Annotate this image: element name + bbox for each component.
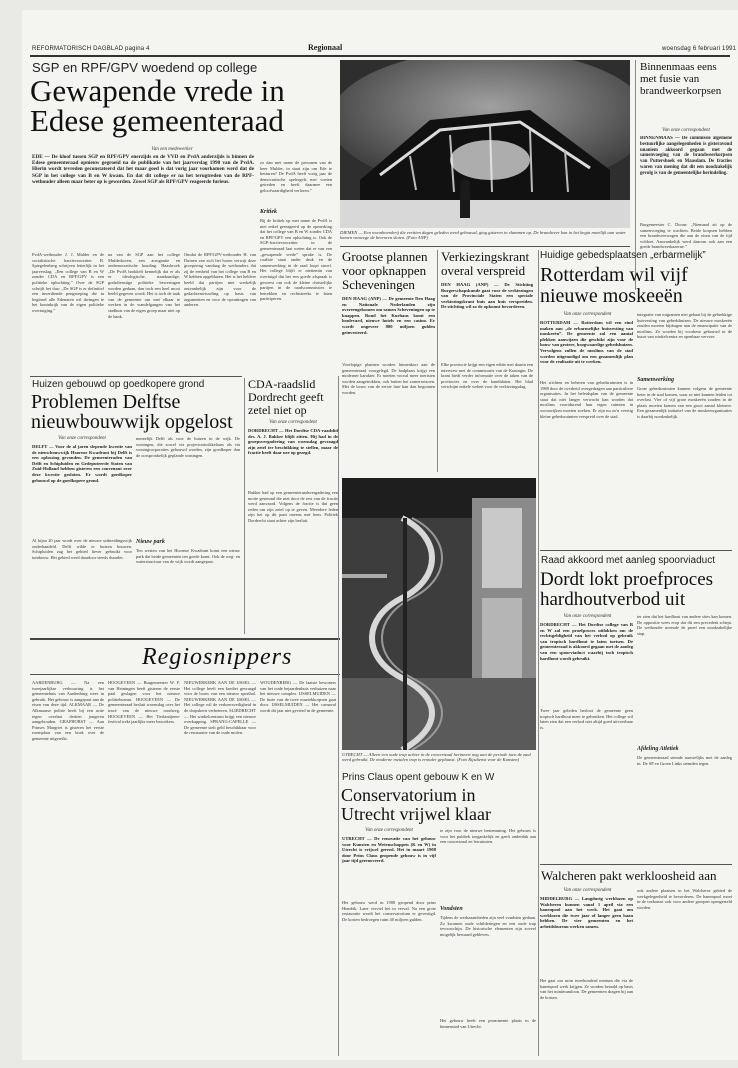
verkiezing-headline-2: overal verspreid: [441, 263, 526, 278]
section-rule: [540, 550, 732, 551]
walcheren-body-2: ook andere plaatsen in het Walcherse gebied de werkgelegenheid te bevorderen. De banenpool moet in de toekomst ook voor andere groepen opengesteld worden.: [637, 888, 732, 910]
cda-headline-2: Dordrecht geeft: [248, 390, 324, 404]
hardhout-byline: Van onze correspondent: [563, 614, 612, 619]
prins-kicker: Prins Claus opent gebouw K en W: [342, 772, 495, 783]
edese-kicker: SGP en RPF/GPV woedend op college: [32, 60, 258, 75]
section-rule: [30, 376, 242, 377]
hardhout-body-3: De gemeenteraad stemde nauwelijks met de aanleg in. De SP en Groen Links stemden tegen.: [637, 755, 732, 766]
verkiezing-body: Elke provincie krijgt een eigen editie met daarin een interview met de commissaris van de Koningin. De krant biedt verder informatie over de taken van de provincies en over de kandidaten. Het blad verschijnt enkele weken voor de verkiezingsdag.: [441, 362, 533, 390]
prins-lead: UTRECHT — De renovatie van het gebouw voor Kunsten en Wetenschappen (K en W) in Utrecht is vrijwel gereed. Het in maart 1908 door Prins Claus geopende gebouw is in vijf jaar tijd gerenoveerd.: [342, 836, 436, 864]
moskee-headline-1: Rotterdam wil vijf: [540, 264, 688, 286]
delft-body-2: mentelijk Delft als voor de huizen in de wijk. De woningen, die zowel via projectontwikkelaars als via woningcorporaties gebouwd worden, zijn goedkoper dan de oorspronkelijk geplande woningen.: [136, 436, 240, 458]
prins-headline-1: Conservatorium in: [341, 785, 476, 805]
column-divider: [538, 250, 539, 1056]
walcheren-lead: MIDDELBURG — Langdurig werklozen op Walcheren kunnen vanaf 1 april via een banenpool aan het werk. Het gaat om werklozen die twee jaar of langer geen baan hebben. De vier gemeenten en het arbeidsbureau werken samen.: [540, 896, 633, 929]
prins-sub: Vondsten: [440, 906, 463, 912]
header-rule: [30, 55, 730, 57]
page-section-title: Regionaal: [308, 43, 343, 52]
walcheren-byline: Van onze correspondent: [563, 888, 612, 893]
edese-body-1: PvdA-wethouder J. J. Mulder en de socialistische fractievoorzitter B. Spiegelenberg schrijven letterlijk in het jaarverslag: „Een college van B en W zonder CDA en RPF/GPV is een politieke opluchting.” Over de SGP schrijft het duo: „De SGP is er definitief een inverdiende pengroeping die in beginsel alle Edenaren wil dwingen te het koninkrijk van de eigen politieke overtuiging.”: [32, 252, 104, 313]
scheveningen-lead: DEN HAAG (ANP) — De gemeente Den Haag en Nationale Nederlanden zijn overeengekomen om samen Scheveningen op te knappen. Rond het Kurhaus komt een boulevard, nieuwe hotels en een casino. Er wordt ongeveer 800 miljoen gulden geïnvesteerd.: [342, 296, 435, 335]
moskee-sub: Samenwerking: [637, 377, 675, 383]
column-divider: [244, 378, 245, 634]
brand-lead: BINNENMAAS — De commissie algemene bestuurlijke aangelegenheden is gisteravond unaniem akkoord gegaan met de samenvoeging van de brandweerkorpsen van Puttershoek en Maasdam. De fracties waren van mening dat dit een noodzakelijk gevolg is van de gemeentelijke herindeling.: [640, 136, 732, 176]
delft-body-1: Al bijna 20 jaar wordt over de nieuwe uitbreidingswijk onderhandeld. Delft wilde er huizen bouwen. Schipluiden zag het gebied liever gebruikt voor tuinbouw. Het gebied werd daardoor steeds duurder.: [32, 538, 132, 560]
edese-body-3b: Omdat de RPF/GPV-wethouder H. van Duinen van zich liet horen verwijt deze groepering vandaag de wethouders dat zij de eenheid van het college van B en W hebben opgeblazen. Het is het heldere beeld dat partijen niet werkelijk ontvankelijk zijn voor de gedachtenwisseling op basis van argumenten en voor de opvattingen van anderen.: [184, 252, 256, 308]
edese-headline-2: Edese gemeenteraad: [30, 103, 284, 138]
moskee-byline: Van onze correspondent: [563, 312, 612, 317]
hardhout-lead: DORDRECHT — Het Dordtse college van B en W zal een proefproces uitlokken om de rechtsgeldigheid van het verbod op gebruik van tropisch hardhout te laten toetsen. De gemeenteraad is akkoord gegaan met de aanleg van een spoorviaduct waarbij toch tropisch hardhout wordt gebruikt.: [540, 622, 633, 661]
regio-col-2: HOOGEVEEN — Burgemeester W. F. van Heiningen heeft gisteren de eerste paal geslagen voor het nieuwe politiebureau. HOOGEVEEN — De gemeenteraad besluit woensdag over het tracé van de nieuwe rondweg. HOOGEVEEN — Het Tierlantijnen-festival trekt jaarlijks meer bezoekers.: [108, 680, 180, 725]
prins-body-3: Tijdens de werkzaamheden zijn veel vondsten gedaan. Zo kwamen oude schilderingen en een oude trap tevoorschijn. De historische elementen zijn zoveel mogelijk bewaard gebleven.: [440, 915, 536, 937]
delft-body-3: Ten westen van het Hoornse Kwadrant komt een nieuw park dat beide gemeenten ten goede komt. Ook de weg- en waterstructuur van de wijk wordt aangepast.: [136, 548, 240, 565]
regio-col-1: AARDENBURG — Na een tweejaarlijkse verbouwing is het gemeentehuis van Aardenburg weer in gebruik. Het gebouw is aangepast aan de eisen van deze tijd. ALKMAAR — De Alkmaarse politie heeft bij een actie tegen overlast dertien jongeren aangehouden. GRAFHORST — Aan Prinses Margriet is gisteren het eerste exemplaar van een boek over de gemeente uitgereikt.: [32, 680, 104, 741]
prins-byline: Van onze correspondent: [365, 828, 413, 833]
scheveningen-headline-3: Scheveningen: [342, 277, 415, 292]
delft-lead: DELFT — Voor de al jaren slepende kwestie van de nieuwbouwwijk Hoornse Kwadrant bij Delft is een oplossing gevonden. De gemeenteraden van Delft en Schipluiden en Gedeputeerde Staten van Zuid-Holland hebben gisteren een convenant over deze kwestie gesloten. Er wordt goedkoper gebouwd op de goedkopere grond.: [32, 444, 132, 483]
delft-byline: Van onze correspondent: [58, 436, 106, 441]
edese-byline: Van een medewerker: [151, 147, 193, 152]
stair-caption: UTRECHT — Alleen een oude trap achter in de concertzaal herinnert nog aan de periode toen de zaal werd gebruikt. De moderne metalen trap is eronder geplaatst. (Foto Rijsdienst voor de Kunsten): [342, 752, 531, 763]
edese-headline-1: Gewapende vrede in: [30, 73, 285, 108]
section-rule: [30, 638, 340, 640]
hardhout-headline: Dordt lokt proefproces hardhoutverbod uit: [540, 569, 714, 610]
moskee-body-2: integratie van migranten niet gebaat bij de gebrekkige huisvesting van gebedshuizen. De nieuwe moskeeën zouden moeten bijdragen aan de emancipatie van de moslims. Ze worden bij voorkeur gebouwd in de buurt van winkelcentra en openbaar vervoer.: [637, 312, 732, 340]
regio-col-4: WOUDENBERG — De laatste bewoners van het oude bejaardenhuis verhuizen naar het nieuwe complex. IJSSELMUIDEN — De fusie van de twee muziekkorpsen gaat door. IJSSELMUIDEN — Het carnaval wordt dit jaar niet gevierd in de gemeente.: [260, 680, 336, 713]
delft-sub: Nieuw park: [136, 539, 165, 545]
brand-body: Burgemeester C. Doorn: „Niemand zit op de samenvoeging te wachten. Beide korpsen hebben een brandweerwagen die aan de eisen van de tijd voldoet. Aanvankelijk werd daarom ook aan een goede brandweerkazerne.”: [640, 222, 732, 250]
moskee-body-3: Grote gebedsruimten kunnen volgens de gemeente beter in de stad komen, waar ze niet kunnen leiden tot overlast. Vier of vijf grote moskeeën zouden in de plaats moeten komen van een groot aantal kleinere. Een gezamenlijk initiatief van de moskeeorganisaties is daarbij noodzakelijk.: [637, 386, 732, 419]
cda-headline-3: zetel niet op: [248, 403, 307, 417]
cda-body: Bakker had op een gemeenteraadsvergadering een motie gesteund die niet door de rest van de fractie werd aanvaard. Volgens de fractie is dat geen reden om zijn zetel op te geven. Meerdere leden zijn het op dit punt oneens met hem. Politiek Dordrecht staat achter zijn besluit.: [248, 490, 338, 523]
delft-headline-1: Problemen Delftse: [31, 391, 181, 413]
stair-photo: [342, 478, 536, 750]
newspaper-page: [22, 10, 738, 1060]
fire-caption: DIEMEN — Een woonboerderij die eerttien dagen geleden werd gebouwd, ging gisteren in vlammen op. De brandweer kon in het begin moeilijk aan water komen vanwege de bevroren sloten. (Foto ANP): [340, 230, 626, 241]
cda-lead: DORDRECHT — Het Dordtse CDA-raadslid drs. A. J. Bakker blijft zitten. Hij had in de groepsvergadering van woensdag gevraagd zijn zetel ter beschikking te stellen, maar de fractie heeft daar nee op gezegd.: [248, 428, 338, 456]
hardhout-kicker: Raad akkoord met aanleg spoorviaduct: [541, 555, 715, 566]
delft-headline-2: nieuwbouwwijk opgelost: [31, 411, 233, 433]
fire-photo: [340, 60, 630, 228]
brand-headline: Binnenmaas eens met fusie van brandweerkorpsen: [640, 61, 722, 97]
prins-headline-2: Utrecht vrijwel klaar: [341, 804, 491, 824]
scheveningen-headline-2: voor opknappen: [342, 263, 427, 278]
moskee-lead: ROTTERDAM — Rotterdam wil een eind maken aan „de erbarmelijke huisvesting van moskeeën”. De gemeente zal een aantal plekken aanwijzen die geschikt zijn voor de bouw van grotere, hoogwaardige gebedshuizen. Vervolgens zullen de moslims van de stad worden uitgenodigd om een gezamenlijk plan voor de realisatie uit te werken.: [540, 320, 633, 365]
hardhout-body-2: ter zien dat het hardhout van andere sites kan komen. De oppositie wees erop dat dit een precedent schept. De wethouder noemde de proef een noodzakelijke stap.: [637, 614, 732, 636]
walcheren-body-1: Het gaat om ruim tweehonderd mensen die via de banenpool werk krijgen. Ze worden betaald op basis van het minimumloon. De gemeenten dragen bij aan de kosten.: [540, 978, 633, 1000]
hardhout-body-1: Twee jaar geleden besloot de gemeente geen tropisch hardhout meer te gebruiken. Het college wil laten zien dat een verbod niet altijd goed uitvoerbaar is.: [540, 708, 633, 730]
delft-kicker: Huizen gebouwd op goedkopere grond: [32, 379, 205, 390]
hardhout-sub: Afdeling Atletiek: [637, 746, 679, 752]
edese-lead: EDE — De kloof tussen SGP en RPF/GPV enerzijds en de VVD en PvdA anderzijds is binnen de Edese gemeenteraad opnieuw gegroeid na de publikatie van het jaarverslag 1990 van de PvdA. Hierin wordt tevreden geconstateerd dat het maar goed is dat vorig jaar voorkomen werd dat de SGP in het college van B en W kwam. En dat dit college er na het terugtreden van de RPF-wethouder alleen maar beter op is geworden. Zowel SGP als RPF/GPV reageerde furieus.: [32, 154, 254, 185]
page-header-left: REFORMATORISCH DAGBLAD pagina 4: [32, 46, 150, 52]
regio-title: Regiosnippers: [142, 644, 293, 670]
brand-byline: Van onze correspondent: [662, 128, 710, 133]
prins-body-4: Het gebouw heeft een prominente plaats in de binnenstad van Utrecht.: [440, 1018, 536, 1029]
scheveningen-body: Voorlopige plannen worden binnenkort aan de gemeenteraad voorgelegd. De badplaats krijgt een moderner karakter. Er moeten vooral meer toeristen worden aangetrokken, ook buiten het zomerseizoen. Met de bouw van de eerste fase kan dan begonnen worden.: [342, 362, 435, 395]
moskee-headline-2: nieuwe moskeeën: [540, 285, 683, 307]
moskee-kicker: Huidige gebedsplaatsen „erbarmelijk”: [540, 250, 706, 261]
verkiezing-lead: DEN HAAG (ANP) — De Stichting Burgerschapskunde gaat voor de verkiezingen van de Provinciale Staten een speciale verkiezingskrant huis aan huis verspreiden. De stichting wil zo de opkomst bevorderen.: [441, 282, 533, 310]
cda-headline-1: CDA-raadslid: [248, 377, 316, 391]
edese-sub-kritiek: Kritiek: [260, 209, 278, 215]
page-header-right: woensdag 6 februari 1991: [662, 46, 737, 52]
section-rule: [540, 864, 732, 865]
verkiezing-headline-1: Verkiezingskrant: [441, 249, 530, 264]
regio-col-3: NIEUWERKERK AAN DE IJSSEL — Het college heeft een krediet gevraagd voor de bouw van een nieuwe sporthal. NIEUWERKERK AAN DE IJSSEL — Het college wil de verkeersveiligheid in de dorpskern verbeteren. SLIEDRECHT — Het winkelcentrum krijgt een nieuwe overkapping. SPRANG-CAPELLE — De gemeente stelt geld beschikbaar voor de restauratie van de oude molen.: [184, 680, 256, 736]
cda-byline: Van onze correspondent: [269, 420, 317, 425]
spiral-staircase-illustration: [342, 478, 536, 750]
column-divider: [338, 376, 339, 1056]
section-rule: [30, 674, 340, 675]
burning-farmhouse-illustration: [340, 60, 630, 228]
section-rule: [340, 246, 630, 247]
walcheren-headline: Walcheren pakt werkloosheid aan: [541, 868, 717, 883]
scheveningen-headline-1: Grootse plannen: [342, 249, 428, 264]
edese-body-3: na van de SGP aan het college Mulderkoren, een arrogantie en ondemocratische houding. Haasbroek „De PvdA brokkelt kennelijk dat er als er ideologische, staatkundige, godsdienstige politieke beweringen worden gedaan, dan toch een heel mooi beeld gegeven wordt. Het is toch de taak van de gemeente om met elkaar te werken in de wandelgangen van het stadhuis van de eigen groep maar niet op de bank.: [108, 252, 180, 319]
prins-body-1: Het gebouw werd in 1908 geopend door prins Hendrik. Later verviel het in verval. Na een grote restauratie wordt het conservatorium er gevestigd. De kosten bedroegen ruim 40 miljoen gulden.: [342, 900, 436, 922]
edese-body-5: Bij de kritiek op met name de PvdA is niet enkel gereageerd op de opmerking dat het college van B en W zonder CDA en RPF/GPV een opluchting is. Ook de SGP-fractievoorzitter in de gemeenteraad laat weten dat er van een „gewapende vrede” sprake is. De coalitie staat onder druk en de samenwerking in de raad loopt stroef. Het college blijft er niettemin van overtuigd dat het een goede afspraak is geweest om ook de kleine christelijke partijen in de raadscommissies te betrekken en rechtstreeks te laten participeren.: [260, 218, 332, 302]
edese-body-4: zo dan met name de personen van de heer Mulder, in staat zijn om Ede te besturen? De PvdA heeft vorig jaar de democratische spelregels met voeten getreden en heeft daarmee een geloofwaardigheid verloren.”: [260, 160, 332, 193]
column-divider: [437, 250, 438, 472]
moskee-body-1: Het stichten en beheren van gebedsruimten is in 1988 door de overheid overgedragen aan particuliere organisaties. In het beleidsplan van de gemeente staat dat niet langer verwacht kan worden dat moslims voortdurend hun eigen ruimten in woonwijken moeten zoeken. Er zijn nu zo'n veertig kleine gebedsruimten verspreid over de stad.: [540, 380, 633, 419]
prins-body-2: te zijn voor de nieuwe bestemming. Het gebouw is voor het publiek toegankelijk en geeft onderdak aan een concertzaal en lesruimten.: [440, 828, 536, 845]
